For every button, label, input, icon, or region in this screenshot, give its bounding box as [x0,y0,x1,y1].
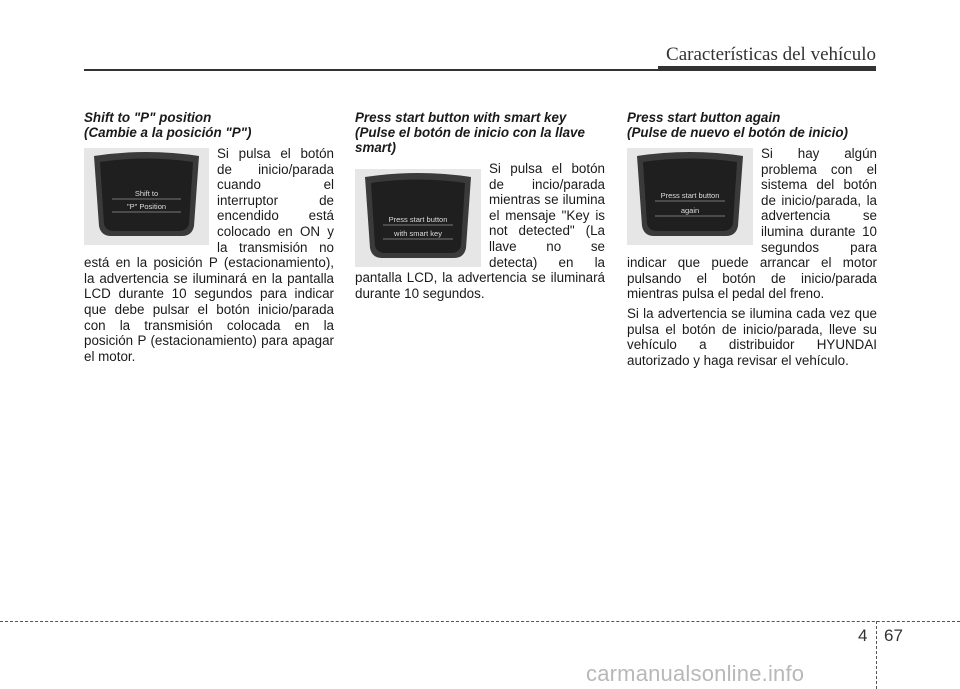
lcd-line-2: "P" Position [126,202,167,211]
lcd-display-illustration [627,148,753,245]
page-number: 67 [884,626,903,645]
lcd-line-1: Press start button [660,191,720,200]
heading-english: Press start button with smart key [355,110,567,125]
watermark: carmanualsonline.info [586,661,805,686]
section-heading [84,110,334,140]
lcd-line-2: again [680,206,700,215]
header-rule-accent [658,66,876,71]
section-smart-key [355,110,605,305]
lcd-display-illustration [355,169,481,267]
lcd-line-2: with smart key [394,229,442,238]
body-paragraph: Si pulsa el botón de incio/parada mientras se ilumina el mensaje "Key is not detected" (La llave no se detecta) en la pantalla LCD, la advertencia se iluminará durante 10 segundos. [355,161,605,301]
body-paragraph: Si hay algún problema con el sistema del botón de inicio/parada, la advertencia se ilumina durante 10 segundos para indicar que puede arrancar el motor pulsando el botón de inicio/parada mientras pulsa el pedal del freno. [627,146,877,302]
heading-spanish: (Pulse de nuevo el botón de inicio) [627,125,848,140]
footer-rule [0,621,960,622]
heading-english: Shift to "P" position [84,110,212,125]
section-heading [355,110,605,155]
page-number-separator [876,621,877,689]
heading-spanish: (Cambie a la posición "P") [84,125,252,140]
lcd-warning-figure [84,148,209,245]
heading-spanish: (Pulse el botón de inicio con la llave smart) [355,125,585,155]
lcd-line-1: Shift to [134,189,159,198]
section-shift-to-p [84,110,334,368]
lcd-warning-figure [627,148,753,245]
lcd-line-1: Press start button [388,215,448,224]
body-paragraph: Si pulsa el botón de inicio/parada cuando el interruptor de encendido está colocado en ON y la transmisión no está en la posición P (estacionamiento), la advertencia se iluminará en la pantalla LCD durante 10 segundos para indicar que debe pulsar el botón inicio/parada con la transmisión colocada en la posición P (estacionamiento) para apagar el motor. [84,146,334,364]
chapter-number: 4 [858,626,868,645]
lcd-warning-figure [355,169,481,267]
section-heading [627,110,877,140]
section-press-again [627,110,877,372]
heading-english: Press start button again [627,110,781,125]
body-paragraph: Si la advertencia se ilumina cada vez que pulsa el botón de inicio/parada, lleve su vehículo a distribuidor HYUNDAI autorizado y haga revisar el vehículo. [627,305,877,368]
lcd-display-illustration [84,148,209,245]
page-header-title: Características del vehículo [666,44,876,65]
